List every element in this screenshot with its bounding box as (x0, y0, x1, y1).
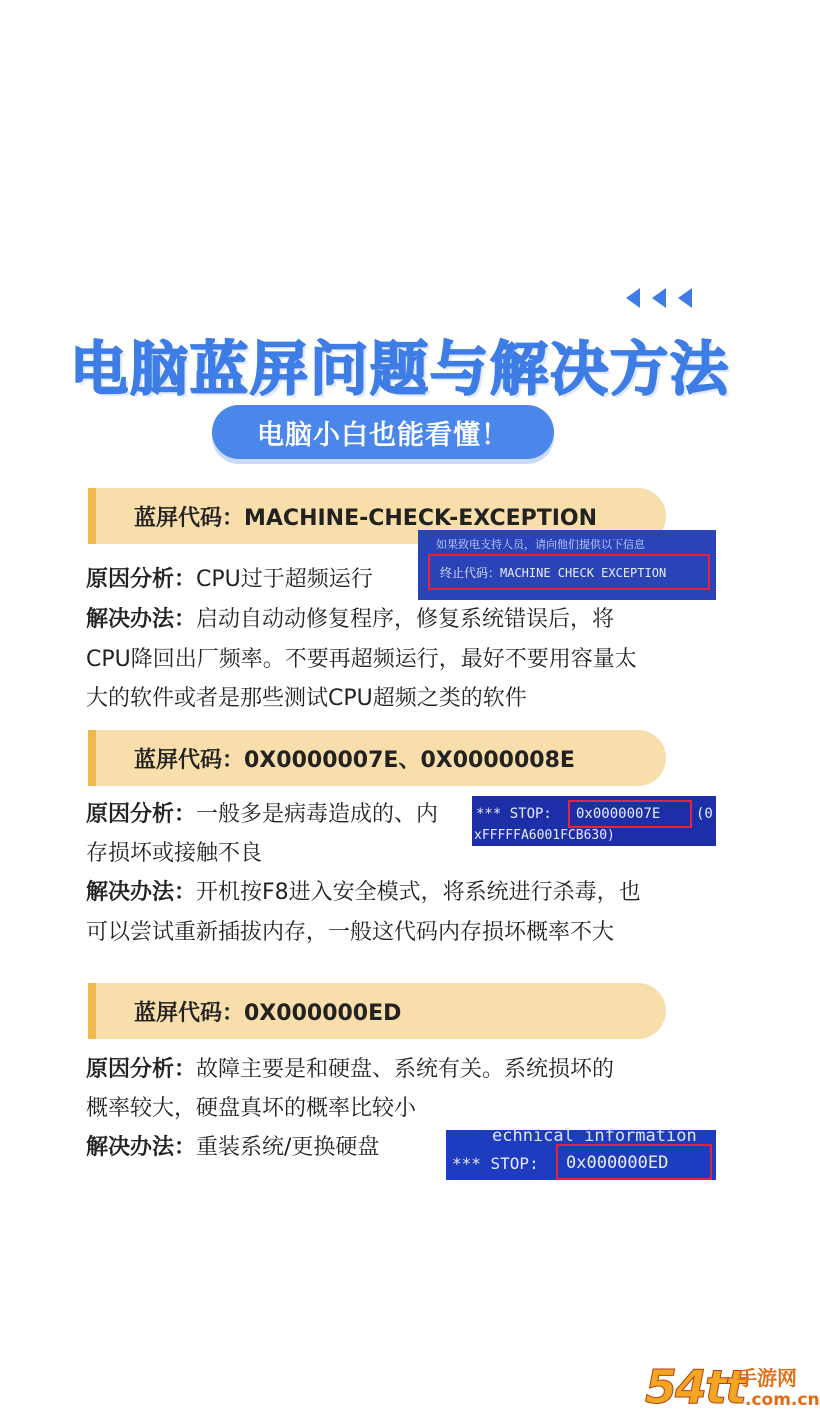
bsod-stop-code: 0x000000ED (566, 1153, 669, 1173)
section-1-bsod-screenshot (418, 530, 716, 600)
solution-text-cont: CPU降回出厂频率。不要再超频运行，最好不要用容量太 (86, 647, 637, 672)
bsod-address: xFFFFFA6001FCB630) (474, 828, 615, 843)
cause-text: 故障主要是和硬盘、系统有关。系统损坏的 (196, 1057, 615, 1082)
decor-arrows (626, 288, 692, 308)
section-1-code-label: 蓝屏代码：MACHINE-CHECK-EXCEPTION (134, 505, 598, 531)
section-1-solution (86, 605, 614, 635)
cause-text-cont: 存损坏或接触不良 (86, 841, 263, 866)
solution-label: 解决办法： (86, 607, 197, 632)
section-2-code-label: 蓝屏代码：0X0000007E、0X0000008E (134, 747, 575, 773)
section-2-bsod-screenshot (472, 796, 716, 846)
bsod-stop-code: 终止代码：MACHINE CHECK EXCEPTION (440, 566, 667, 580)
bsod-info-line: 如果致电支持人员，请向他们提供以下信息 (436, 538, 645, 551)
left-arrow-icon (626, 288, 640, 308)
section-3-bsod-screenshot (446, 1126, 716, 1180)
solution-text: 启动自动动修复程序，修复系统错误后，将 (196, 607, 615, 632)
solution-text: 开机按F8进入安全模式，将系统进行杀毒，也 (196, 880, 641, 905)
logo-domain: .com.cn (745, 1390, 820, 1410)
cause-text-cont: 概率较大，硬盘真坏的概率比较小 (86, 1096, 417, 1121)
cause-label: 原因分析： (86, 567, 197, 592)
cause-text: CPU过于超频运行 (196, 567, 373, 592)
solution-text: 重装系统/更换硬盘 (196, 1135, 380, 1160)
solution-label: 解决办法： (86, 1135, 197, 1160)
section-2-solution (86, 878, 641, 908)
bsod-stop-code: 0x0000007E (576, 806, 661, 822)
cause-text: 一般多是病毒造成的、内 (196, 802, 439, 827)
cause-label: 原因分析： (86, 1057, 197, 1082)
section-3-solution (86, 1133, 379, 1163)
bsod-info-line: echnical information (492, 1126, 697, 1146)
cause-label: 原因分析： (86, 802, 197, 827)
section-1-cause (86, 565, 373, 595)
section-3-cause (86, 1055, 614, 1085)
solution-text-cont: 可以尝试重新插拔内存，一般这代码内存损坏概率不大 (86, 920, 615, 945)
logo-name: 手游网 (737, 1366, 797, 1390)
solution-label: 解决办法： (86, 880, 197, 905)
logo-number: 54tt (645, 1360, 745, 1414)
left-arrow-icon (678, 288, 692, 308)
solution-text-cont: 大的软件或者是那些测试CPU超频之类的软件 (86, 686, 527, 711)
page-title: 电脑蓝屏问题与解决方法 (69, 335, 730, 403)
section-2-code-bar (88, 730, 666, 786)
subtitle-badge: 电脑小白也能看懂！ (212, 405, 554, 459)
site-watermark-logo (645, 1360, 820, 1422)
section-2-cause (86, 800, 438, 830)
section-3-code-bar (88, 983, 666, 1039)
left-arrow-icon (652, 288, 666, 308)
bsod-stop-prefix: *** STOP: (476, 806, 552, 822)
bsod-stop-suffix: (0 (696, 806, 713, 822)
section-3-code-label: 蓝屏代码：0X000000ED (134, 1000, 402, 1026)
bsod-stop-prefix: *** STOP: (452, 1154, 539, 1173)
